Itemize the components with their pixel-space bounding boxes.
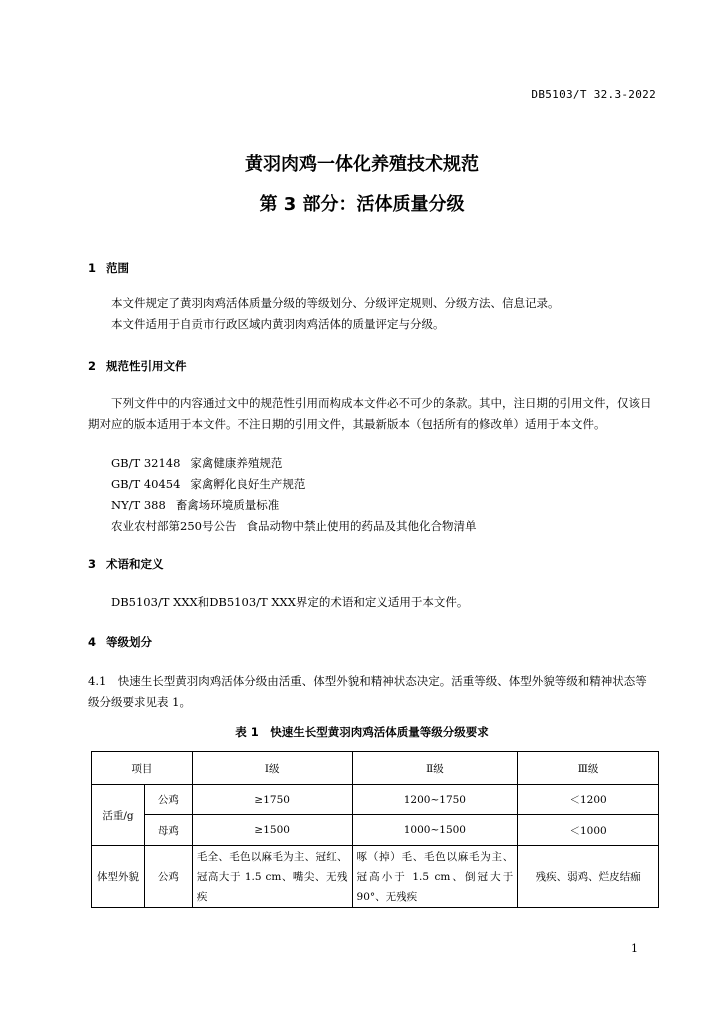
- section-1-paragraph-2: 本文件适用于自贡市行政区域内黄羽肉鸡活体的质量评定与分级。: [111, 317, 445, 331]
- section-3-paragraph: DB5103/T XXX和DB5103/T XXX界定的术语和定义适用于本文件。: [111, 595, 469, 609]
- table-cell: ≥1750: [192, 785, 352, 815]
- table-cell: ≥1500: [192, 815, 352, 846]
- section-title: 术语和定义: [106, 557, 164, 571]
- table-row: [92, 846, 659, 908]
- section-4-heading: [88, 634, 152, 650]
- table-cell: ＜1000: [518, 815, 659, 846]
- reference-item: 农业农村部第250号公告 食品动物中禁止使用的药品及其他化合物清单: [111, 519, 477, 533]
- header-grade-3: Ⅲ级: [518, 752, 659, 785]
- sex-cell: 公鸡: [144, 846, 192, 908]
- document-title: 黄羽肉鸡一体化养殖技术规范: [245, 154, 479, 175]
- table-row: [92, 815, 659, 846]
- weight-label: 活重/g: [92, 785, 145, 846]
- section-number: 3: [88, 557, 97, 571]
- section-number: 2: [88, 359, 97, 373]
- reference-item: GB/T 32148 家禽健康养殖规范: [111, 456, 283, 470]
- clause-number: 4.1: [88, 674, 107, 688]
- section-1-paragraph-1: 本文件规定了黄羽肉鸡活体质量分级的等级划分、分级评定规则、分级方法、信息记录。: [111, 296, 560, 310]
- quality-grade-table: [91, 751, 659, 908]
- section-title: 范围: [106, 261, 129, 275]
- section-number: 4: [88, 635, 97, 649]
- table-cell: 1000~1500: [352, 815, 518, 846]
- section-title: 规范性引用文件: [106, 359, 187, 373]
- table-caption: 表 1 快速生长型黄羽肉鸡活体质量等级分级要求: [235, 725, 489, 739]
- table-row: [92, 785, 659, 815]
- appearance-label: 体型外貌: [92, 846, 145, 908]
- sex-cell: 母鸡: [144, 815, 192, 846]
- header-grade-2: Ⅱ级: [352, 752, 518, 785]
- header-grade-1: Ⅰ级: [192, 752, 352, 785]
- section-2-heading: [88, 358, 187, 374]
- section-1-heading: [88, 260, 129, 276]
- section-3-heading: [88, 556, 164, 572]
- page-number: 1: [631, 942, 638, 955]
- reference-item: GB/T 40454 家禽孵化良好生产规范: [111, 477, 306, 491]
- table-cell: 啄（掉）毛、毛色以麻毛为主、冠高小于 1.5 cm、倒冠大于 90°、无残疾: [352, 846, 518, 908]
- table-cell: 1200~1750: [352, 785, 518, 815]
- document-subtitle: 第 3 部分：活体质量分级: [259, 194, 465, 215]
- clause-text: 快速生长型黄羽肉鸡活体分级由活重、体型外貌和精神状态决定。活重等级、体型外貌等级和精神状态等级分级要求见表 1。: [88, 674, 647, 709]
- table-cell: 毛全、毛色以麻毛为主、冠红、冠高大于 1.5 cm、嘴尖、无残疾: [192, 846, 352, 908]
- sex-cell: 公鸡: [144, 785, 192, 815]
- table-header-row: [92, 752, 659, 785]
- table-cell: ＜1200: [518, 785, 659, 815]
- document-code: DB5103/T 32.3-2022: [531, 88, 656, 101]
- table-cell: 残疾、弱鸡、烂皮结痂: [518, 846, 659, 908]
- section-number: 1: [88, 261, 97, 275]
- section-title: 等级划分: [106, 635, 152, 649]
- clause-4-1: [88, 671, 658, 713]
- section-2-intro: 下列文件中的内容通过文中的规范性引用而构成本文件必不可少的条款。其中，注日期的引用文件，仅该日期对应的版本适用于本文件。不注日期的引用文件，其最新版本（包括所有的修改单）适用于本文件。: [88, 396, 652, 431]
- header-item: 项目: [92, 752, 193, 785]
- reference-item: NY/T 388 畜禽场环境质量标准: [111, 498, 280, 512]
